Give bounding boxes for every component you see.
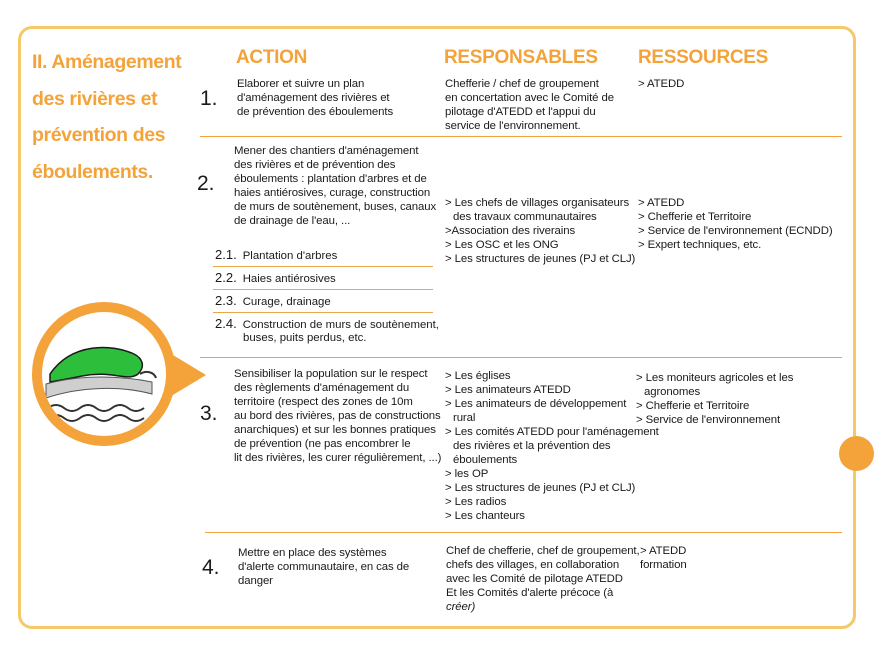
subitem: 2.3. Curage, drainage	[215, 293, 331, 308]
row-4-responsables: Chef de chefferie, chef de groupement, chefs des villages, en collaboration avec les Comité de pilotage ATEDD Et les Comités d'alerte précoce (à créer)	[446, 545, 640, 613]
row-number: 2.	[197, 172, 215, 195]
river-erosion-logo	[32, 302, 176, 446]
row-4-ressources: > ATEDD formation	[640, 545, 687, 571]
row-1-responsables: Chefferie / chef de groupement en concertation avec le Comité de pilotage d'ATEDD et l'appui du service de l'environnement.	[445, 78, 614, 132]
row-divider	[200, 136, 842, 137]
section-title-line: II. Aménagement	[32, 51, 182, 73]
row-number: 3.	[200, 402, 218, 425]
row-1-ressources: > ATEDD	[638, 78, 685, 90]
subitem: 2.2. Haies antiérosives	[215, 270, 336, 285]
row-3-responsables: > Les églises > Les animateurs ATEDD > Les animateurs de développement rural > Les comités ATEDD pour l'aménagement des rivières et la prévention des éboulements > les OP > Les structures de jeunes (PJ et CLJ) > Les radios > Les chanteurs	[445, 370, 659, 522]
subitem-divider	[213, 289, 433, 290]
header-responsables: RESPONSABLES	[444, 47, 598, 68]
subitem-continuation: buses, puits perdus, etc.	[243, 332, 367, 344]
orange-dot-decoration	[839, 436, 874, 471]
row-2-ressources: > ATEDD > Chefferie et Territoire > Service de l'environnement (ECNDD) > Expert techniques, etc.	[638, 197, 833, 251]
row-number: 1.	[200, 87, 218, 110]
section-title-line: prévention des	[32, 124, 166, 146]
landscape-icon	[42, 312, 166, 436]
section-title	[32, 44, 202, 190]
row-3-ressources: > Les moniteurs agricoles et les agronomes > Chefferie et Territoire > Service de l'environnement	[636, 372, 794, 426]
subitem-divider	[213, 266, 433, 267]
row-number: 4.	[202, 556, 220, 579]
subitem: 2.1. Plantation d'arbres	[215, 247, 338, 262]
row-2-action: Mener des chantiers d'aménagement des rivières et de prévention des éboulements : plantation d'arbres et de haies antiérosives, curage, construction de murs de soutènement, buses, canaux de drainage de l'eau, ...	[234, 145, 437, 227]
row-2-responsables: > Les chefs de villages organisateurs des travaux communautaires >Association des riverains > Les OSC et les ONG > Les structures de jeunes (PJ et CLJ)	[445, 197, 636, 265]
section-title-line: des rivières et	[32, 87, 158, 110]
section-title-line: éboulements.	[32, 160, 153, 183]
header-action: ACTION	[236, 47, 308, 68]
row-3-action: Sensibiliser la population sur le respect des règlements d'aménagement du territoire (respect des zones de 10m au bord des rivières, pas de constructions anarchiques) et sur les bonnes pratiques de prévention (ne pas encombrer le lit des rivières, les curer régulièrement, ...)	[234, 368, 442, 464]
row-1-action: Elaborer et suivre un plan d'aménagement des rivières et de prévention des éboulements	[237, 78, 394, 118]
subitem: 2.4. Construction de murs de soutènement,	[215, 316, 439, 331]
header-ressources: RESSOURCES	[638, 47, 769, 68]
subitem-divider	[213, 312, 433, 313]
row-4-action: Mettre en place des systèmes d'alerte communautaire, en cas de danger	[238, 547, 410, 587]
row-divider	[200, 357, 842, 358]
row-divider	[205, 532, 842, 533]
